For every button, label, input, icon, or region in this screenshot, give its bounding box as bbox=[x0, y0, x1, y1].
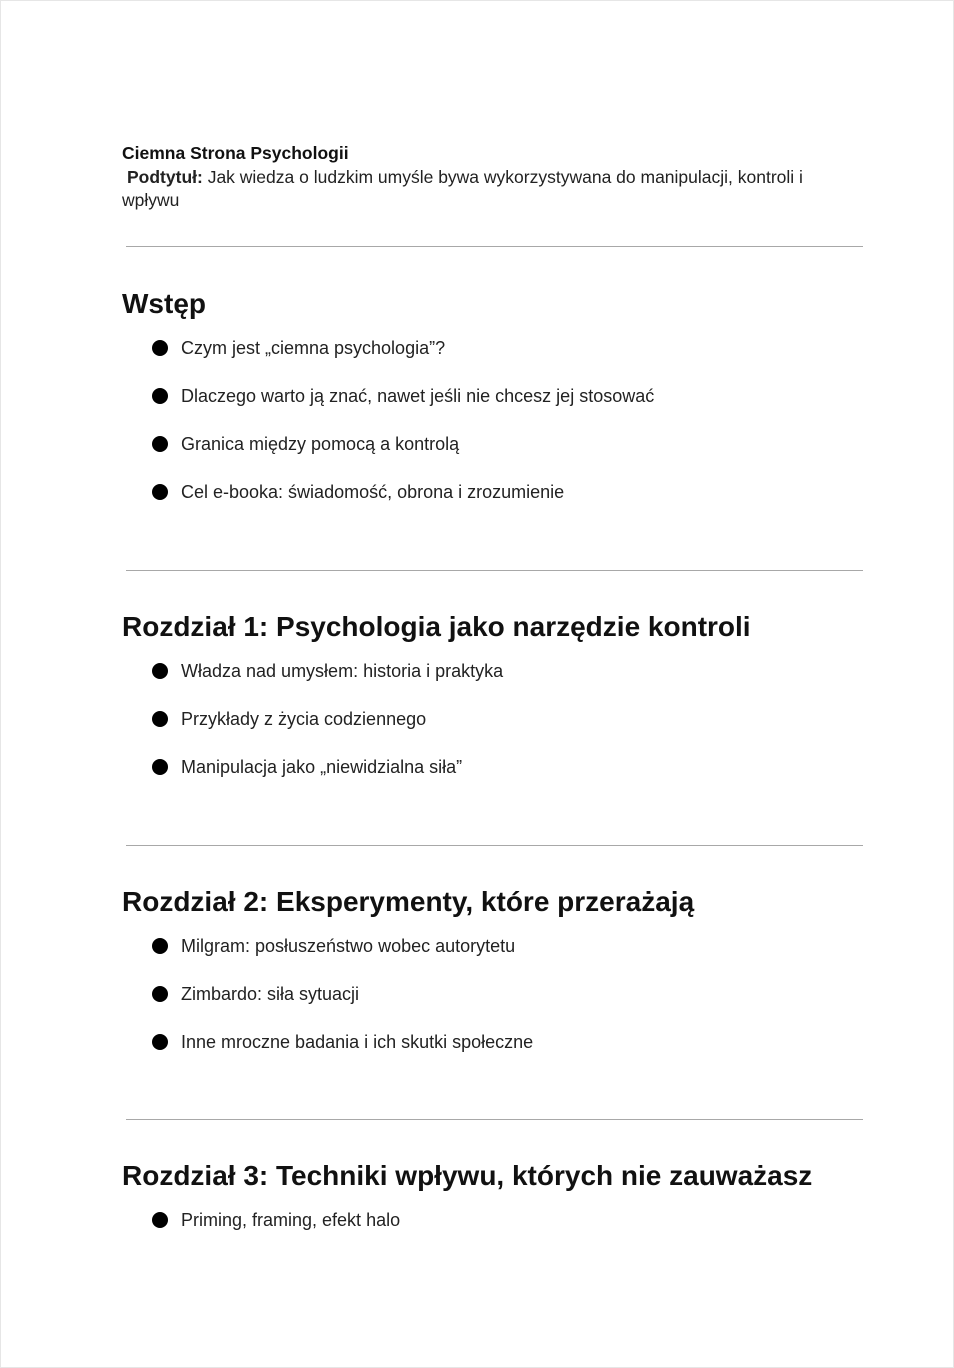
list-item-text: Cel e-booka: świadomość, obrona i zrozumienie bbox=[181, 482, 565, 502]
list-item bbox=[152, 481, 912, 529]
document-subtitle bbox=[122, 166, 842, 213]
bullet-icon bbox=[152, 986, 168, 1002]
list-item-text: Zimbardo: siła sytuacji bbox=[181, 984, 360, 1004]
list-item-text: Granica między pomocą a kontrolą bbox=[181, 434, 460, 454]
document-header bbox=[122, 142, 842, 213]
bullet-icon bbox=[152, 1034, 168, 1050]
section-heading: Rozdział 3: Techniki wpływu, których nie zauważasz bbox=[122, 1160, 813, 1191]
bullet-icon bbox=[152, 340, 168, 356]
divider bbox=[126, 570, 863, 571]
divider bbox=[126, 246, 863, 247]
list-item-text: Władza nad umysłem: historia i praktyka bbox=[181, 661, 504, 681]
bullet-icon bbox=[152, 759, 168, 775]
list-item bbox=[152, 1209, 912, 1257]
list-item bbox=[152, 935, 912, 983]
section-rozdzial-2 bbox=[122, 885, 882, 1063]
bullet-list bbox=[152, 660, 912, 804]
document-title: Ciemna Strona Psychologii bbox=[122, 143, 349, 163]
divider bbox=[126, 845, 863, 846]
list-item-text: Dlaczego warto ją znać, nawet jeśli nie chcesz jej stosować bbox=[181, 386, 655, 406]
section-rozdzial-3 bbox=[122, 1159, 882, 1241]
bullet-icon bbox=[152, 938, 168, 954]
list-item bbox=[152, 433, 912, 481]
list-item-text: Przykłady z życia codziennego bbox=[181, 709, 427, 729]
list-item-text: Manipulacja jako „niewidzialna siła” bbox=[181, 757, 463, 777]
list-item bbox=[152, 385, 912, 433]
bullet-icon bbox=[152, 436, 168, 452]
bullet-icon bbox=[152, 484, 168, 500]
list-item bbox=[152, 1031, 912, 1079]
section-wstep bbox=[122, 287, 882, 513]
bullet-icon bbox=[152, 1212, 168, 1228]
list-item bbox=[152, 756, 912, 804]
list-item bbox=[152, 983, 912, 1031]
list-item-text: Inne mroczne badania i ich skutki społeczne bbox=[181, 1032, 534, 1052]
list-item-text: Priming, framing, efekt halo bbox=[181, 1210, 401, 1230]
bullet-icon bbox=[152, 388, 168, 404]
list-item bbox=[152, 337, 912, 385]
bullet-list bbox=[152, 337, 912, 529]
section-heading: Wstęp bbox=[122, 288, 206, 319]
bullet-icon bbox=[152, 663, 168, 679]
list-item bbox=[152, 660, 912, 708]
bullet-icon bbox=[152, 711, 168, 727]
divider bbox=[126, 1119, 863, 1120]
section-rozdzial-1 bbox=[122, 610, 882, 788]
bullet-list bbox=[152, 935, 912, 1079]
subtitle-text: Jak wiedza o ludzkim umyśle bywa wykorzystywana do manipulacji, kontroli i wpływu bbox=[122, 166, 803, 210]
section-heading: Rozdział 2: Eksperymenty, które przerażają bbox=[122, 886, 695, 917]
section-heading: Rozdział 1: Psychologia jako narzędzie kontroli bbox=[122, 611, 751, 642]
list-item bbox=[152, 708, 912, 756]
list-item-text: Czym jest „ciemna psychologia”? bbox=[181, 338, 446, 358]
bullet-list bbox=[152, 1209, 912, 1257]
subtitle-label: Podtytuł: bbox=[127, 166, 203, 187]
list-item-text: Milgram: posłuszeństwo wobec autorytetu bbox=[181, 936, 516, 956]
